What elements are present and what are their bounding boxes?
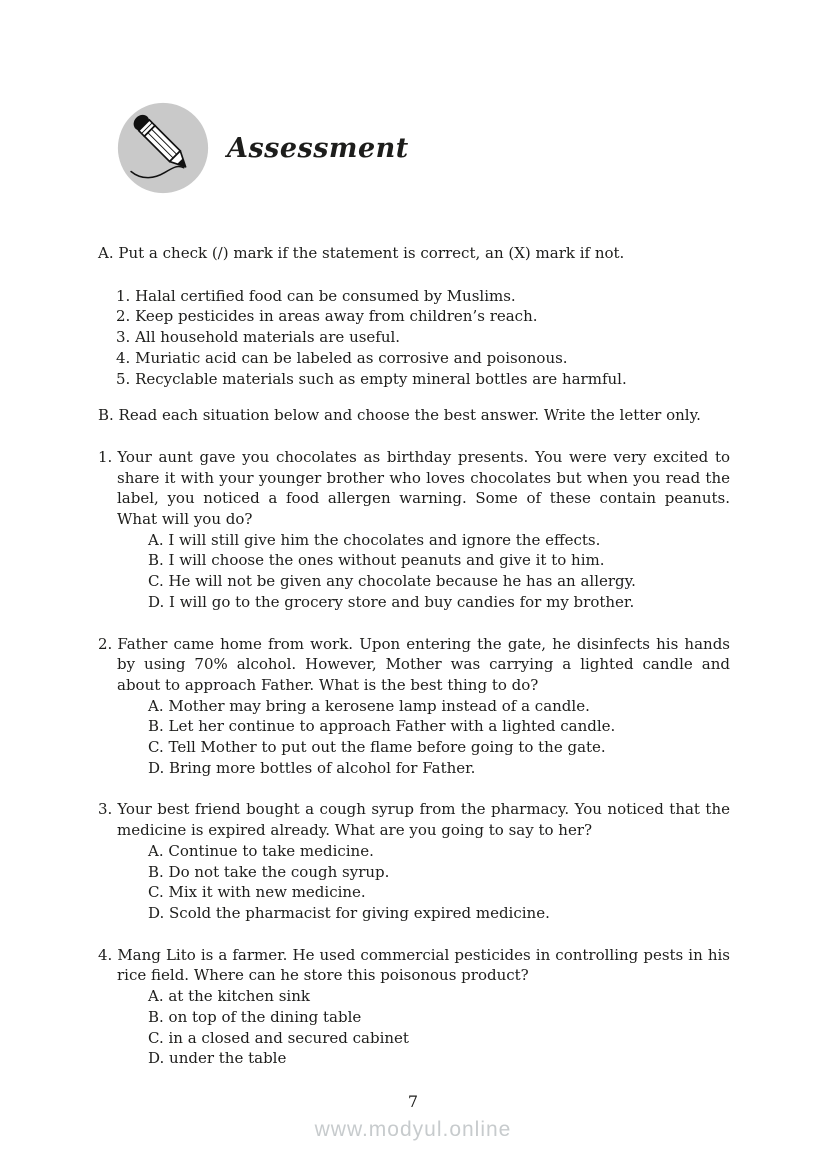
question-3 bbox=[98, 799, 730, 923]
question-body: Father came home from work. Upon entering the gate, he disinfects his hands by using 70% alcohol. However, Mother was carrying a lighted candle and about to approach Father. What is the best thing to do? bbox=[117, 634, 730, 694]
choice-item: D. Scold the pharmacist for giving expired medicine. bbox=[148, 903, 550, 922]
question-text bbox=[98, 634, 730, 696]
choice-list bbox=[98, 530, 730, 613]
choice-item: A. I will still give him the chocolates and ignore the effects. bbox=[148, 530, 601, 549]
statement-item: 2. Keep pesticides in areas away from children’s reach. bbox=[116, 307, 538, 326]
statement-item: 3. All household materials are useful. bbox=[116, 328, 401, 347]
choice-list bbox=[98, 986, 730, 1069]
question-number: 2. bbox=[98, 634, 113, 653]
choice-item: C. in a closed and secured cabinet bbox=[148, 1028, 409, 1047]
statement-item: 5. Recyclable materials such as empty mineral bottles are harmful. bbox=[116, 369, 627, 388]
choice-item: D. Bring more bottles of alcohol for Father. bbox=[148, 758, 476, 777]
section-a-heading: A. Put a check (/) mark if the statement is correct, an (X) mark if not. bbox=[98, 244, 625, 262]
choice-item: D. under the table bbox=[148, 1049, 287, 1068]
question-text bbox=[98, 945, 730, 986]
statement-item: 4. Muriatic acid can be labeled as corrosive and poisonous. bbox=[116, 348, 568, 367]
question-text bbox=[98, 799, 730, 840]
choice-item: B. I will choose the ones without peanuts and give it to him. bbox=[148, 551, 605, 570]
choice-item: D. I will go to the grocery store and buy candies for my brother. bbox=[148, 592, 635, 611]
watermark: www.modyul.online bbox=[314, 1118, 512, 1141]
choice-list bbox=[98, 696, 730, 779]
page-number: 7 bbox=[407, 1092, 419, 1111]
statement-list bbox=[98, 286, 730, 390]
choice-item: A. at the kitchen sink bbox=[148, 987, 310, 1006]
choice-item: C. Tell Mother to put out the flame before going to the gate. bbox=[148, 738, 606, 757]
question-body: Your best friend bought a cough syrup from the pharmacy. You noticed that the medicine is expired already. What are you going to say to her? bbox=[117, 800, 730, 840]
choice-item: A. Continue to take medicine. bbox=[148, 841, 374, 860]
assessment-header bbox=[116, 100, 730, 196]
question-number: 4. bbox=[98, 945, 113, 964]
question-2 bbox=[98, 634, 730, 779]
choice-item: B. Do not take the cough syrup. bbox=[148, 862, 390, 881]
choice-list bbox=[98, 841, 730, 924]
question-number: 1. bbox=[98, 447, 113, 466]
choice-item: C. Mix it with new medicine. bbox=[148, 883, 366, 902]
question-text bbox=[98, 447, 730, 530]
page-title: Assessment bbox=[227, 132, 409, 164]
choice-item: B. Let her continue to approach Father with a lighted candle. bbox=[148, 717, 616, 736]
section-b-heading: B. Read each situation below and choose the best answer. Write the letter only. bbox=[98, 406, 701, 425]
question-body: Mang Lito is a farmer. He used commercial pesticides in controlling pests in his rice field. Where can he store this poisonous product? bbox=[117, 945, 730, 985]
pencil-icon bbox=[116, 101, 210, 195]
choice-item: B. on top of the dining table bbox=[148, 1007, 362, 1026]
question-4 bbox=[98, 945, 730, 1069]
page-content bbox=[98, 0, 730, 1069]
statement-item: 1. Halal certified food can be consumed by Muslims. bbox=[116, 286, 516, 305]
choice-item: A. Mother may bring a kerosene lamp instead of a candle. bbox=[148, 696, 590, 715]
question-1 bbox=[98, 447, 730, 613]
choice-item: C. He will not be given any chocolate because he has an allergy. bbox=[148, 572, 636, 591]
question-body: Your aunt gave you chocolates as birthday presents. You were very excited to share it with your younger brother who loves chocolates but when you read the label, you noticed a food allergen warning. Some of these contain peanuts. What will you do? bbox=[117, 447, 730, 529]
question-number: 3. bbox=[98, 800, 113, 819]
